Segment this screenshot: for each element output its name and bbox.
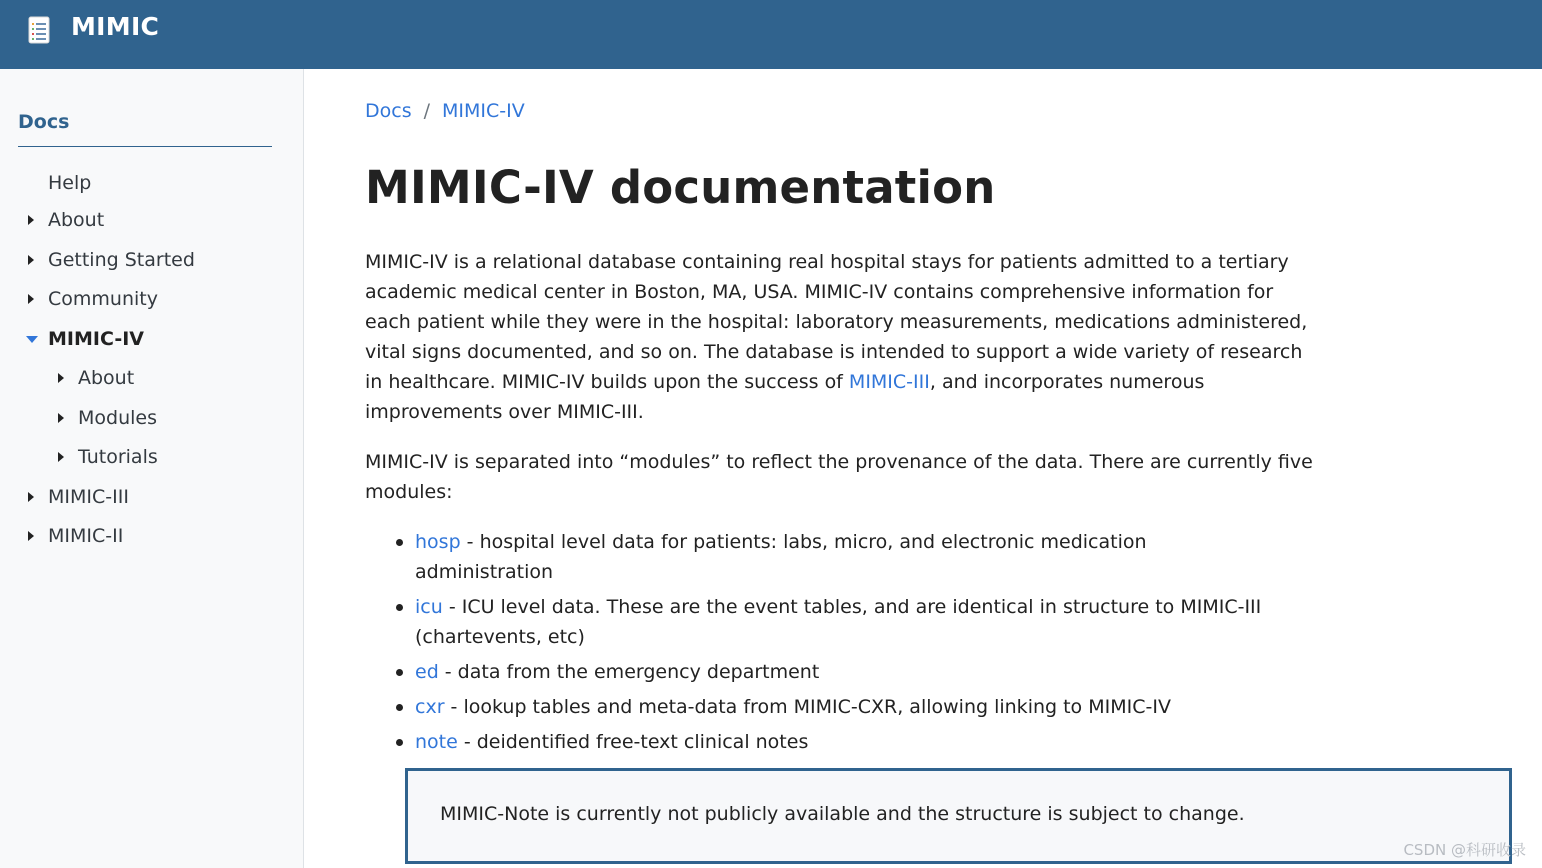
list-item: [365, 527, 1265, 587]
sidebar-item-about[interactable]: [48, 205, 104, 235]
list-item: [365, 692, 1265, 722]
top-navbar: [0, 0, 1542, 69]
sidebar-item-label: About: [78, 367, 135, 389]
module-link-hosp[interactable]: hosp: [415, 531, 461, 553]
sidebar-item-label: MIMIC-III: [48, 486, 129, 508]
caret-right-icon[interactable]: [28, 294, 34, 304]
page-title: MIMIC-IV documentation: [365, 161, 996, 214]
intro-paragraph: [365, 247, 1320, 427]
modules-intro-paragraph: MIMIC-IV is separated into “modules” to reflect the provenance of the data. There are currently five modules:: [365, 451, 1313, 503]
module-link-ed[interactable]: ed: [415, 661, 439, 683]
sidebar-item-mimic-ii[interactable]: [48, 521, 123, 551]
alert-text: MIMIC-Note is currently not publicly available and the structure is subject to change.: [440, 803, 1245, 825]
module-desc: - ICU level data. These are the event tables, and are identical in structure to MIMIC-III (chartevents, etc): [415, 596, 1262, 648]
caret-right-icon[interactable]: [28, 492, 34, 502]
sidebar-item-label: Getting Started: [48, 249, 195, 271]
sidebar-item-mimic-iii[interactable]: [48, 482, 129, 512]
module-desc: - hospital level data for patients: labs, micro, and electronic medication administration: [415, 531, 1147, 583]
intro-text: MIMIC-IV is a relational database containing real hospital stays for patients admitted to a tertiary academic medical center in Boston, MA, USA. MIMIC-IV contains comprehensive information for each patient while they were in the hospital: laboratory measurements, medications administered, vital signs documented, and so on. The database is intended to support a wide variety of research in healthcare. MIMIC-IV builds upon the success of: [365, 251, 1308, 393]
breadcrumb-link-docs[interactable]: Docs: [365, 100, 412, 122]
sidebar-item-label: Tutorials: [78, 446, 158, 468]
caret-right-icon[interactable]: [28, 215, 34, 225]
list-item: [365, 592, 1265, 652]
sidebar-title[interactable]: Docs: [18, 111, 70, 133]
sidebar: [0, 69, 304, 868]
modules-list: [365, 527, 1265, 762]
caret-right-icon[interactable]: [28, 531, 34, 541]
watermark: CSDN @科研收录: [1403, 841, 1526, 859]
sidebar-item-help[interactable]: [48, 168, 91, 198]
document-list-icon[interactable]: [28, 16, 50, 44]
caret-right-icon[interactable]: [58, 413, 64, 423]
sidebar-item-community[interactable]: [48, 284, 158, 314]
caret-right-icon[interactable]: [28, 255, 34, 265]
sidebar-item-modules[interactable]: [78, 403, 157, 433]
caret-right-icon[interactable]: [58, 452, 64, 462]
sidebar-item-label: Help: [48, 172, 92, 194]
alert-box: [405, 768, 1512, 864]
sidebar-item-label: MIMIC-IV: [48, 328, 144, 350]
sidebar-item-getting-started[interactable]: [48, 245, 195, 275]
sidebar-item-mimic-iv-about[interactable]: [78, 363, 134, 393]
intro-text-end: , and incorporates numerous improvements over MIMIC-III.: [365, 371, 1205, 423]
brand-name[interactable]: MIMIC: [71, 12, 160, 41]
caret-down-icon[interactable]: [26, 336, 38, 343]
breadcrumb-separator: /: [423, 100, 431, 122]
main-content: [305, 69, 1542, 868]
sidebar-item-label: Community: [48, 288, 158, 310]
module-link-icu[interactable]: icu: [415, 596, 443, 618]
module-desc: - data from the emergency department: [438, 661, 820, 683]
mimic-iii-link[interactable]: MIMIC-III: [848, 371, 930, 393]
sidebar-item-mimic-iv[interactable]: [48, 324, 144, 354]
caret-right-icon[interactable]: [58, 373, 64, 383]
module-link-cxr[interactable]: cxr: [415, 696, 445, 718]
sidebar-item-label: Modules: [78, 407, 157, 429]
list-item: [365, 727, 1265, 757]
breadcrumb-link-mimic-iv[interactable]: MIMIC-IV: [442, 100, 525, 122]
module-link-note[interactable]: note: [415, 731, 458, 753]
breadcrumb: [365, 100, 525, 122]
sidebar-item-label: About: [48, 209, 105, 231]
module-desc: - lookup tables and meta-data from MIMIC-CXR, allowing linking to MIMIC-IV: [444, 696, 1171, 718]
list-item: [365, 657, 1265, 687]
module-desc: - deidentified free-text clinical notes: [457, 731, 809, 753]
sidebar-item-tutorials[interactable]: [78, 442, 158, 472]
sidebar-item-label: MIMIC-II: [48, 525, 124, 547]
sidebar-divider: [18, 146, 272, 147]
